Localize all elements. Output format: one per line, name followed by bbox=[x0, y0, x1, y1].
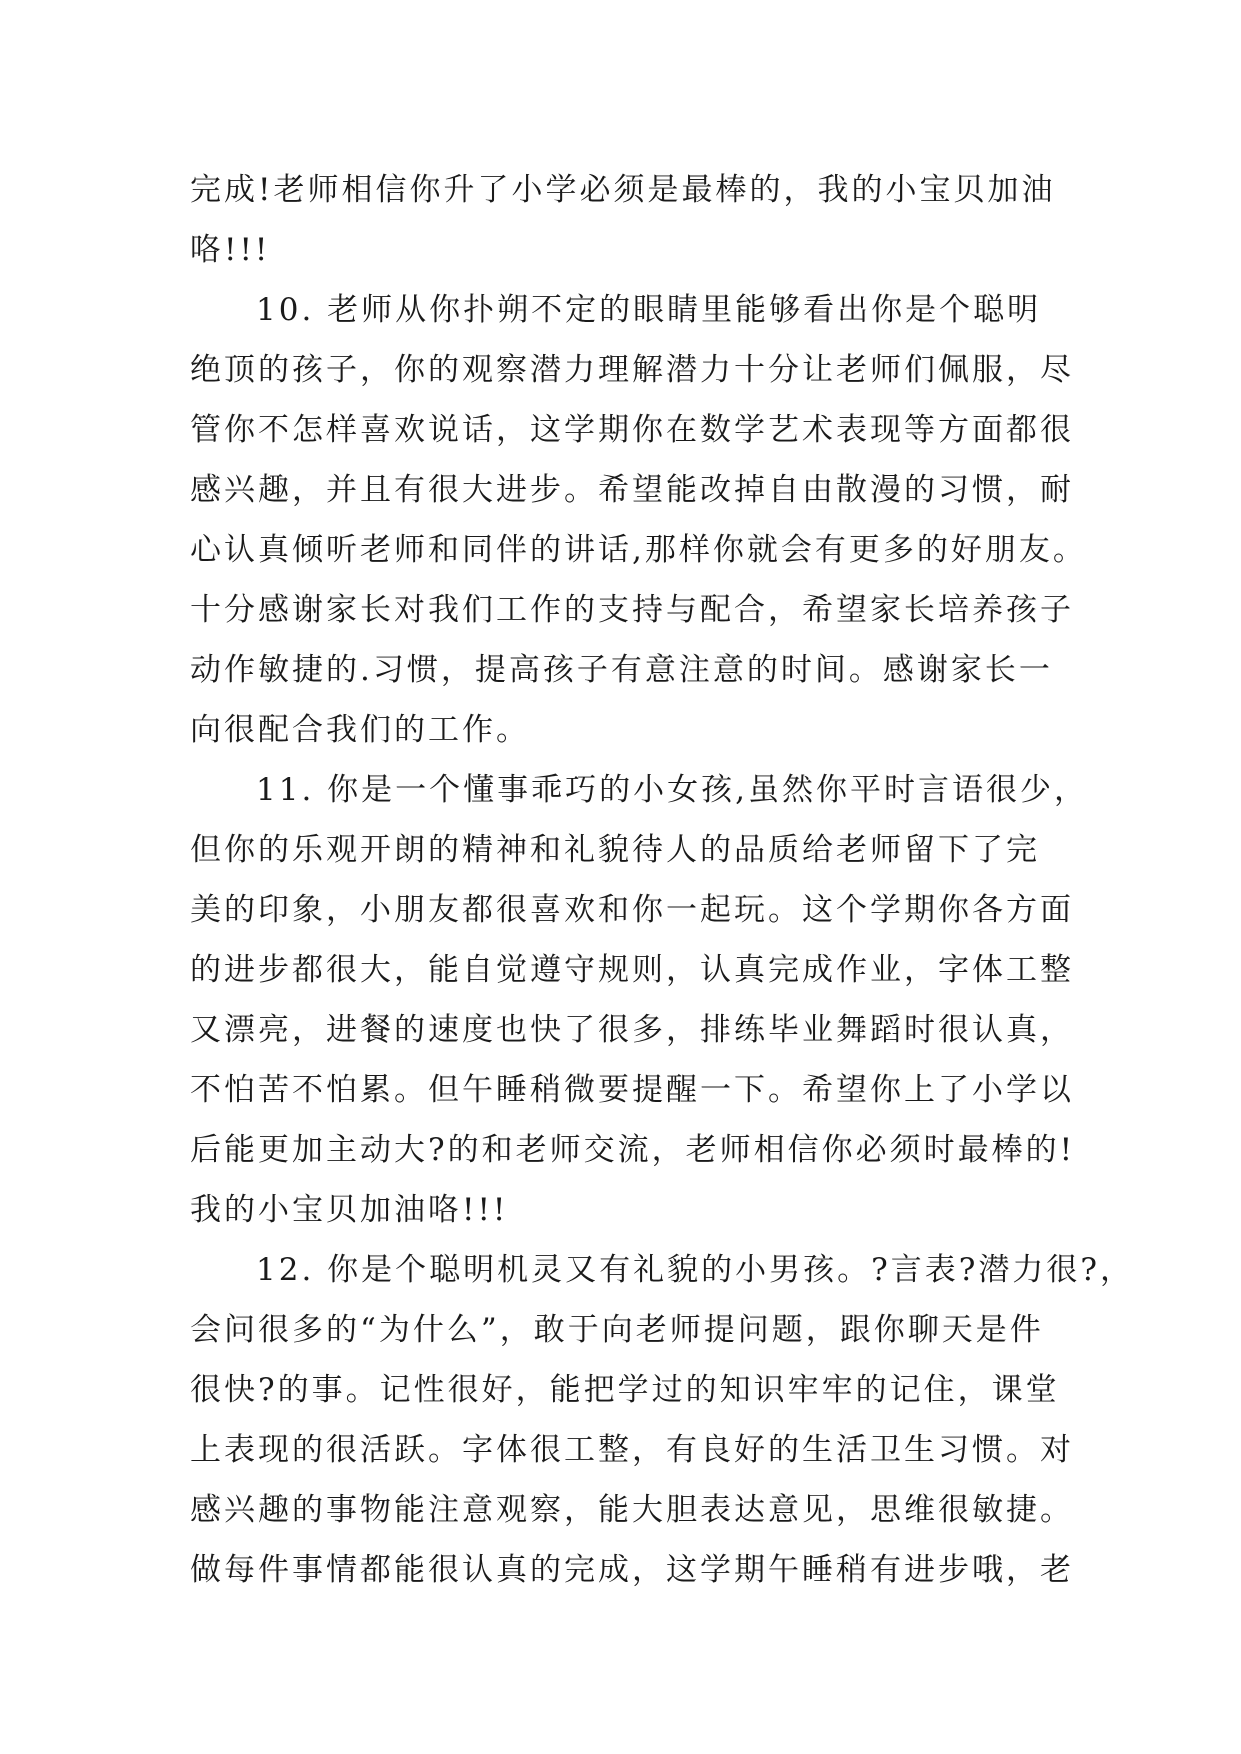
text-line: 十分感谢家长对我们工作的支持与配合，希望家长培养孩子 bbox=[190, 592, 1074, 628]
text-line: 动作敏捷的.习惯，提高孩子有意注意的时间。感谢家长一 bbox=[190, 652, 1053, 688]
text-line: 做每件事情都能很认真的完成，这学期午睡稍有进步哦，老 bbox=[190, 1552, 1074, 1588]
text-line: 会问很多的“为什么”，敢于向老师提问题，跟你聊天是件 bbox=[190, 1312, 1044, 1348]
text-line: 咯!!! bbox=[190, 232, 271, 268]
text-line: 心认真倾听老师和同伴的讲话,那样你就会有更多的好朋友。 bbox=[190, 532, 1087, 568]
text-line: 感兴趣，并且有很大进步。希望能改掉自由散漫的习惯，耐 bbox=[190, 472, 1074, 508]
text-line: 管你不怎样喜欢说话，这学期你在数学艺术表现等方面都很 bbox=[190, 412, 1074, 448]
body-text bbox=[190, 160, 1135, 1600]
text-line: 但你的乐观开朗的精神和礼貌待人的品质给老师留下了完 bbox=[190, 832, 1040, 868]
text-line: 绝顶的孩子，你的观察潜力理解潜力十分让老师们佩服，尽 bbox=[190, 352, 1074, 388]
text-line: 不怕苦不怕累。但午睡稍微要提醒一下。希望你上了小学以 bbox=[190, 1072, 1074, 1108]
text-line: 后能更加主动大?的和老师交流，老师相信你必须时最棒的! bbox=[190, 1132, 1076, 1168]
text-line: 美的印象，小朋友都很喜欢和你一起玩。这个学期你各方面 bbox=[190, 892, 1074, 928]
text-line: 又漂亮，进餐的速度也快了很多，排练毕业舞蹈时很认真， bbox=[190, 1012, 1074, 1048]
text-line: 的进步都很大，能自觉遵守规则，认真完成作业，字体工整 bbox=[190, 952, 1074, 988]
text-line: 向很配合我们的工作。 bbox=[190, 712, 530, 748]
text-line: 我的小宝贝加油咯!!! bbox=[190, 1192, 509, 1228]
paragraph-start-10: 10. 老师从你扑朔不定的眼睛里能够看出你是个聪明 bbox=[256, 292, 1042, 328]
text-line: 上表现的很活跃。字体很工整，有良好的生活卫生习惯。对 bbox=[190, 1432, 1074, 1468]
text-line: 完成!老师相信你升了小学必须是最棒的，我的小宝贝加油 bbox=[190, 172, 1056, 208]
text-line: 感兴趣的事物能注意观察，能大胆表达意见，思维很敏捷。 bbox=[190, 1492, 1074, 1528]
text-line: 很快?的事。记性很好，能把学过的知识牢牢的记住，课堂 bbox=[190, 1372, 1060, 1408]
paragraph-start-11: 11. 你是一个懂事乖巧的小女孩,虽然你平时言语很少， bbox=[256, 772, 1089, 808]
paragraph-start-12: 12. 你是个聪明机灵又有礼貌的小男孩。?言表?潜力很?， bbox=[256, 1252, 1135, 1288]
